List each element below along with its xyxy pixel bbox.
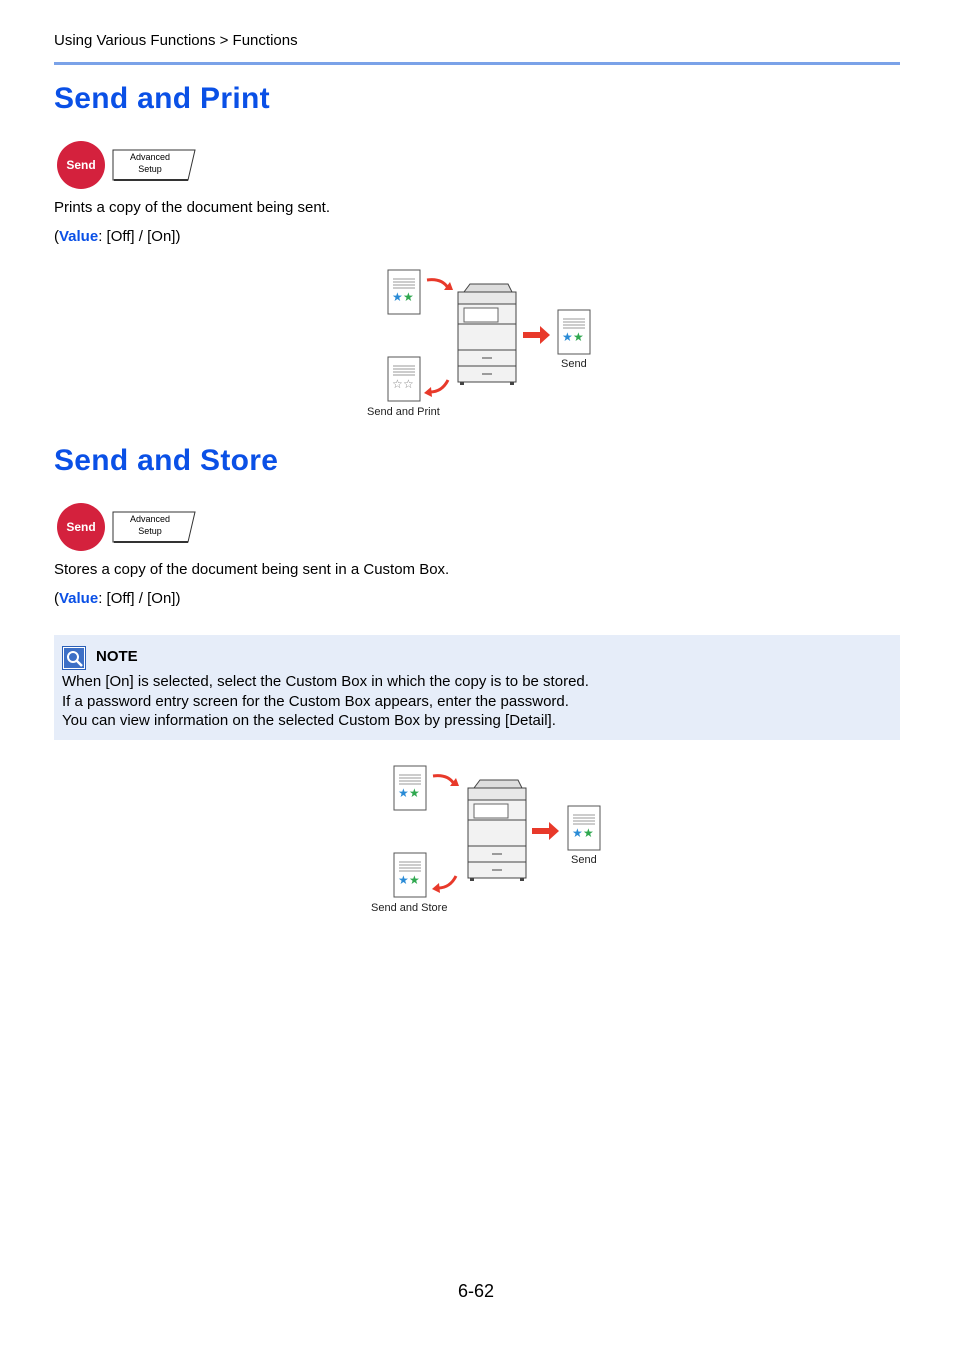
send-button-badge: Send — [57, 503, 105, 551]
diagram-caption-send-and-print: Send and Print — [367, 406, 440, 418]
note-icon — [62, 646, 86, 670]
value-line — [54, 590, 180, 607]
svg-text:★: ★ — [583, 826, 594, 840]
printed-copy-icon — [388, 357, 420, 401]
original-document-icon — [394, 766, 426, 810]
header-rule — [54, 62, 900, 65]
curved-arrow-out-icon — [424, 380, 448, 397]
value-label: Value — [59, 228, 99, 245]
page-number: 6-62 — [458, 1281, 495, 1301]
advanced-setup-line-1: Advanced — [129, 152, 171, 162]
svg-text:★: ★ — [573, 330, 584, 344]
svg-text:★: ★ — [398, 786, 409, 800]
mfp-machine-icon — [458, 284, 516, 385]
stored-copy-icon — [394, 853, 426, 897]
section-description: Prints a copy of the document being sent. — [54, 199, 330, 216]
diagram-caption-send: Send — [571, 854, 597, 866]
advanced-setup-badge — [112, 511, 196, 543]
section-description: Stores a copy of the document being sent in a Custom Box. — [54, 561, 450, 578]
value-label: Value — [59, 590, 99, 607]
note-title: NOTE — [96, 648, 138, 665]
note-line-2: If a password entry screen for the Custom Box appears, enter the password. — [62, 693, 569, 710]
svg-text:★: ★ — [403, 290, 414, 304]
diagram-caption-send-and-store: Send and Store — [371, 902, 448, 914]
svg-text:★: ★ — [572, 826, 583, 840]
mfp-machine-icon — [468, 780, 526, 881]
diagram-caption-send: Send — [561, 358, 587, 370]
advanced-setup-line-2: Setup — [138, 526, 162, 536]
curved-arrow-out-icon — [432, 876, 456, 893]
value-open: ( — [54, 590, 59, 607]
sent-document-icon — [568, 806, 600, 850]
value-line — [54, 228, 180, 245]
send-arrow-icon — [523, 326, 550, 344]
svg-text:★: ★ — [409, 873, 420, 887]
section-title-send-and-print: Send and Print — [54, 82, 270, 115]
send-and-store-diagram — [366, 758, 626, 908]
advanced-setup-badge — [112, 149, 196, 181]
value-options: : [Off] / [On]) — [98, 590, 181, 607]
send-arrow-icon — [532, 822, 559, 840]
advanced-setup-line-1: Advanced — [129, 514, 171, 524]
svg-text:★: ★ — [398, 873, 409, 887]
note-line-1: When [On] is selected, select the Custom Box in which the copy is to be stored. — [62, 673, 589, 690]
curved-arrow-in-icon — [433, 776, 459, 786]
curved-arrow-in-icon — [427, 280, 453, 290]
sent-document-icon — [558, 310, 590, 354]
svg-text:★: ★ — [562, 330, 573, 344]
send-and-print-diagram — [360, 262, 620, 412]
svg-text:★: ★ — [392, 290, 403, 304]
breadcrumb[interactable]: Using Various Functions > Functions — [54, 32, 298, 49]
value-open: ( — [54, 228, 59, 245]
svg-text:★: ★ — [409, 786, 420, 800]
note-line-3: You can view information on the selected Custom Box by pressing [Detail]. — [62, 712, 556, 729]
send-button-badge: Send — [57, 141, 105, 189]
advanced-setup-line-2: Setup — [138, 164, 162, 174]
svg-text:☆: ☆ — [403, 377, 414, 391]
value-options: : [Off] / [On]) — [98, 228, 181, 245]
svg-text:☆: ☆ — [392, 377, 403, 391]
section-title-send-and-store: Send and Store — [54, 444, 279, 477]
original-document-icon — [388, 270, 420, 314]
